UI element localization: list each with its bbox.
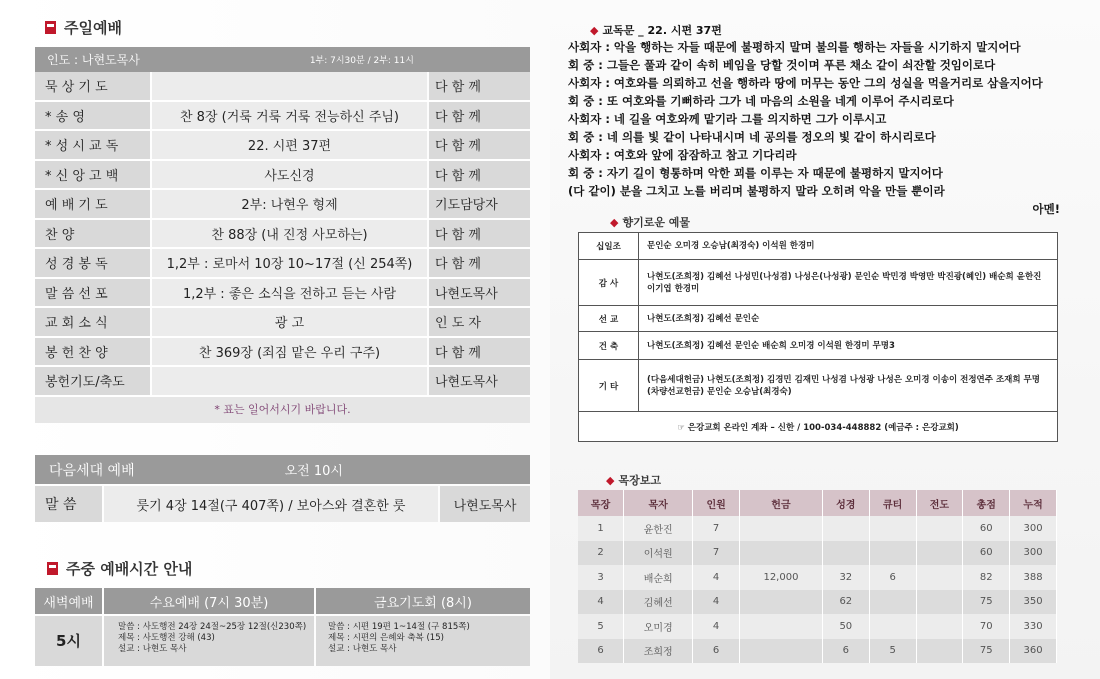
offering-category: 기 타 [579, 360, 639, 411]
pastoral-cell [916, 614, 963, 639]
account-note: ☞ 은강교회 온라인 계좌 – 신한 / 100-034-448882 (예금주 : 은강교회) [578, 412, 1058, 442]
pastoral-cell [916, 590, 963, 615]
wed-line: 말씀 : 사도행전 24장 24절~25장 12절(신230쪽) [118, 622, 307, 632]
pastoral-cell [740, 541, 823, 566]
offering-row [578, 332, 1058, 360]
pastoral-cell: 62 [822, 590, 869, 615]
weekday-title: 주중 예배시간 안내 [47, 558, 192, 579]
fri-header: 금요기도회 (8시) [316, 588, 530, 614]
offering-table [578, 232, 1058, 442]
pastoral-cell: 330 [1010, 614, 1057, 639]
pastoral-header-cell: 인원 [693, 490, 740, 516]
pastoral-cell [740, 516, 823, 541]
sunday-header [35, 47, 530, 72]
order-person: 다 함 께 [429, 161, 530, 189]
order-item: * 신 앙 고 백 [35, 161, 150, 189]
bulletin-icon [45, 21, 56, 34]
pastoral-cell: 배순희 [624, 565, 693, 590]
nextgen-time: 오전 10시 [284, 464, 343, 479]
order-item: 봉 헌 찬 양 [35, 338, 150, 366]
nextgen-section [35, 455, 530, 522]
pastoral-header-cell: 헌금 [740, 490, 823, 516]
order-row [35, 161, 530, 191]
pastoral-cell: 조희정 [624, 639, 693, 664]
order-person: 다 함 께 [429, 131, 530, 159]
order-item: 봉헌기도/축도 [35, 367, 150, 395]
pastoral-cell: 32 [822, 565, 869, 590]
pastoral-cell: 6 [578, 639, 624, 664]
order-row [35, 72, 530, 102]
pastoral-row [578, 516, 1057, 541]
order-person: 다 함 께 [429, 338, 530, 366]
pastoral-cell [822, 541, 869, 566]
nextgen-person: 나현도목사 [440, 486, 530, 522]
pastoral-cell [916, 565, 963, 590]
sunday-title: 주일예배 [45, 17, 122, 38]
order-row [35, 249, 530, 279]
stand-note: * 표는 일어서시기 바랍니다. [35, 397, 530, 423]
weekday-body [35, 616, 530, 666]
reading-line: 사회자 : 여호와를 의뢰하고 선을 행하라 땅에 머무는 동안 그의 성실을 먹을거리로 삼을지어다 [568, 76, 1043, 90]
pastoral-cell [869, 541, 916, 566]
reading-line: 사회자 : 악을 행하는 자들 때문에 불평하지 말며 불의를 행하는 자들을 시기하지 말지어다 [568, 40, 1021, 54]
diamond-icon: ◆ [590, 24, 599, 37]
order-item: * 성 시 교 독 [35, 131, 150, 159]
reading-line: 사회자 : 여호와 앞에 잠잠하고 참고 기다리라 [568, 148, 797, 162]
offering-names: 문인순 오미경 오승남(최경숙) 이석원 한경미 [647, 241, 815, 251]
offering-category: 선 교 [579, 306, 639, 331]
pastoral-cell: 70 [963, 614, 1010, 639]
order-content: 찬 88장 (내 진정 사모하는) [152, 220, 427, 248]
order-person: 다 함 께 [429, 249, 530, 277]
pastoral-cell: 1 [578, 516, 624, 541]
pastoral-cell: 7 [693, 516, 740, 541]
pastoral-cell: 60 [963, 541, 1010, 566]
pastoral-cell: 2 [578, 541, 624, 566]
pastoral-cell [740, 590, 823, 615]
diamond-icon: ◆ [610, 215, 619, 229]
pastoral-header-cell: 누적 [1010, 490, 1057, 516]
pastoral-cell: 350 [1010, 590, 1057, 615]
pastoral-cell [822, 516, 869, 541]
pastoral-cell: 4 [693, 614, 740, 639]
order-content: 찬 369장 (죄짐 맡은 우리 구주) [152, 338, 427, 366]
pastoral-cell: 300 [1010, 516, 1057, 541]
order-row [35, 190, 530, 220]
pastoral-header-cell: 전도 [916, 490, 963, 516]
order-item: 예 배 기 도 [35, 190, 150, 218]
fri-line: 말씀 : 시편 19편 1~14절 (구 815쪽) [328, 622, 470, 632]
order-item: 말 씀 선 포 [35, 279, 150, 307]
sunday-order-table [35, 47, 530, 423]
pastoral-row [578, 639, 1057, 664]
pastoral-cell [916, 516, 963, 541]
order-person: 기도담당자 [429, 190, 530, 218]
pastoral-row [578, 541, 1057, 566]
pastoral-cell: 75 [963, 590, 1010, 615]
order-content: 광 고 [152, 308, 427, 336]
wed-line: 설교 : 나현도 목사 [118, 644, 187, 654]
order-row [35, 338, 530, 368]
dawn-header: 새벽예배 [35, 588, 102, 614]
fri-line: 설교 : 나현도 목사 [328, 644, 397, 654]
nextgen-row [35, 486, 530, 522]
pastoral-cell: 윤한진 [624, 516, 693, 541]
offering-row [578, 306, 1058, 332]
offering-names: 나현도(조희정) 김혜선 문인순 [647, 313, 760, 324]
order-content [152, 367, 427, 395]
pastoral-cell: 5 [578, 614, 624, 639]
amen: 아멘! [1032, 202, 1060, 216]
nextgen-content: 룻기 4장 14절(구 407쪽) / 보아스와 결혼한 룻 [104, 486, 438, 522]
order-person: 나현도목사 [429, 279, 530, 307]
leader-label: 인도 : 나현도목사 [47, 53, 140, 67]
pastoral-cell: 12,000 [740, 565, 823, 590]
order-content: 사도신경 [152, 161, 427, 189]
pastoral-cell: 4 [693, 590, 740, 615]
order-content: 1,2부 : 로마서 10장 10~17절 (신 254쪽) [152, 249, 427, 277]
pastoral-cell: 388 [1010, 565, 1057, 590]
reading-line: 회 중 : 네 의를 빛 같이 나타내시며 네 공의를 정오의 빛 같이 하시리로다 [568, 130, 936, 144]
order-content: 찬 8장 (거룩 거룩 거룩 전능하신 주님) [152, 102, 427, 130]
pastoral-cell: 360 [1010, 639, 1057, 664]
pastoral-cell [869, 516, 916, 541]
offering-names: 나현도(조희정) 김혜선 문인순 배순희 오미경 이석원 한경미 무명3 [647, 340, 895, 351]
service-times: 1부: 7시30분 / 2부: 11시 [309, 56, 414, 66]
offering-category: 감 사 [579, 260, 639, 305]
order-item: * 송 영 [35, 102, 150, 130]
offering-row [578, 260, 1058, 306]
order-content [152, 72, 427, 100]
pastoral-report-table [578, 490, 1057, 663]
order-content: 22. 시편 37편 [152, 131, 427, 159]
pastoral-header-cell: 목장 [578, 490, 624, 516]
wed-info [104, 616, 314, 666]
pastoral-row [578, 614, 1057, 639]
reading-line: 사회자 : 네 길을 여호와께 맡기라 그를 의지하면 그가 이루시고 [568, 112, 887, 126]
pastoral-cell: 7 [693, 541, 740, 566]
pastoral-cell [740, 639, 823, 664]
pastoral-header-cell: 목자 [624, 490, 693, 516]
pastoral-cell: 오미경 [624, 614, 693, 639]
offering-category: 십일조 [579, 233, 639, 259]
order-row [35, 308, 530, 338]
order-item: 성 경 봉 독 [35, 249, 150, 277]
nextgen-label: 말 씀 [35, 486, 102, 522]
diamond-icon: ◆ [606, 473, 615, 487]
responsive-reading [568, 24, 1088, 218]
reading-line: 회 중 : 또 여호와를 기뻐하라 그가 네 마음의 소원을 네게 이루어 주시리로다 [568, 94, 954, 108]
order-content: 2부: 나현우 형제 [152, 190, 427, 218]
offering-names: 나현도(조희정) 김혜선 나성민(나성겸) 나성은(나성광) 문인순 박민경 박영만 박진광(혜인) 배순희 윤한진 이기엽 한경미 [647, 271, 1042, 294]
order-person: 인 도 자 [429, 308, 530, 336]
fri-info [316, 616, 530, 666]
order-row [35, 367, 530, 397]
dawn-time: 5시 [35, 616, 102, 666]
nextgen-title: 다음세대 예배 [49, 462, 135, 479]
pastoral-row [578, 590, 1057, 615]
weekday-header [35, 588, 530, 614]
pastoral-cell: 6 [822, 639, 869, 664]
offering-category: 건 축 [579, 332, 639, 359]
order-person: 다 함 께 [429, 220, 530, 248]
pastoral-cell: 이석원 [624, 541, 693, 566]
pastoral-cell: 50 [822, 614, 869, 639]
fri-line: 제목 : 시편의 은혜와 축복 (15) [328, 633, 444, 643]
pastoral-cell [740, 614, 823, 639]
pastoral-cell [916, 541, 963, 566]
wed-line: 제목 : 사도행전 강해 (43) [118, 633, 215, 643]
pastoral-cell [869, 590, 916, 615]
order-row [35, 102, 530, 132]
pastoral-cell: 3 [578, 565, 624, 590]
reading-title: ◆ 교독문 _ 22. 시편 37편 [590, 24, 722, 37]
pastoral-cell: 75 [963, 639, 1010, 664]
order-row [35, 220, 530, 250]
pastoral-cell [869, 614, 916, 639]
reading-line: 회 중 : 자기 길이 형통하며 악한 꾀를 이루는 자 때문에 불평하지 말지어다 [568, 166, 943, 180]
pastoral-header-cell: 성경 [822, 490, 869, 516]
wed-header: 수요예배 (7시 30분) [104, 588, 314, 614]
order-row [35, 131, 530, 161]
pastoral-row [578, 565, 1057, 590]
pastoral-cell: 6 [869, 565, 916, 590]
bulletin-icon [47, 562, 58, 575]
pastoral-cell: 60 [963, 516, 1010, 541]
offering-row [578, 232, 1058, 260]
order-person: 다 함 께 [429, 102, 530, 130]
pastoral-cell [916, 639, 963, 664]
offering-title: ◆ 향기로운 예물 [610, 215, 691, 229]
order-content: 1,2부 : 좋은 소식을 전하고 듣는 사람 [152, 279, 427, 307]
order-item: 묵 상 기 도 [35, 72, 150, 100]
pastoral-cell: 5 [869, 639, 916, 664]
weekday-table [35, 588, 530, 666]
order-item: 교 회 소 식 [35, 308, 150, 336]
pastoral-cell: 6 [693, 639, 740, 664]
pastoral-cell: 4 [578, 590, 624, 615]
pastoral-cell: 김혜선 [624, 590, 693, 615]
pastoral-cell: 4 [693, 565, 740, 590]
pastoral-cell: 82 [963, 565, 1010, 590]
reading-line: (다 같이) 분을 그치고 노를 버리며 불평하지 말라 오히려 악을 만들 뿐이라 [568, 184, 945, 198]
order-person: 나현도목사 [429, 367, 530, 395]
nextgen-header [35, 455, 530, 484]
pastoral-header-cell: 총점 [963, 490, 1010, 516]
reading-line: 회 중 : 그들은 풀과 같이 속히 베임을 당할 것이며 푸른 채소 같이 쇠잔할 것임이로다 [568, 58, 996, 72]
offering-row [578, 360, 1058, 412]
pastoral-cell: 300 [1010, 541, 1057, 566]
offering-names: (다음세대헌금) 나현도(조희정) 김경민 김재민 나성겸 나성광 나성은 오미경 이송이 전정연주 조재희 무명 (차량선교헌금) 문인순 오승남(최경숙) [647, 374, 1040, 397]
pastoral-header-cell: 큐티 [869, 490, 916, 516]
order-item: 찬 양 [35, 220, 150, 248]
order-person: 다 함 께 [429, 72, 530, 100]
pastoral-title: ◆ 목장보고 [606, 473, 661, 487]
order-row [35, 279, 530, 309]
